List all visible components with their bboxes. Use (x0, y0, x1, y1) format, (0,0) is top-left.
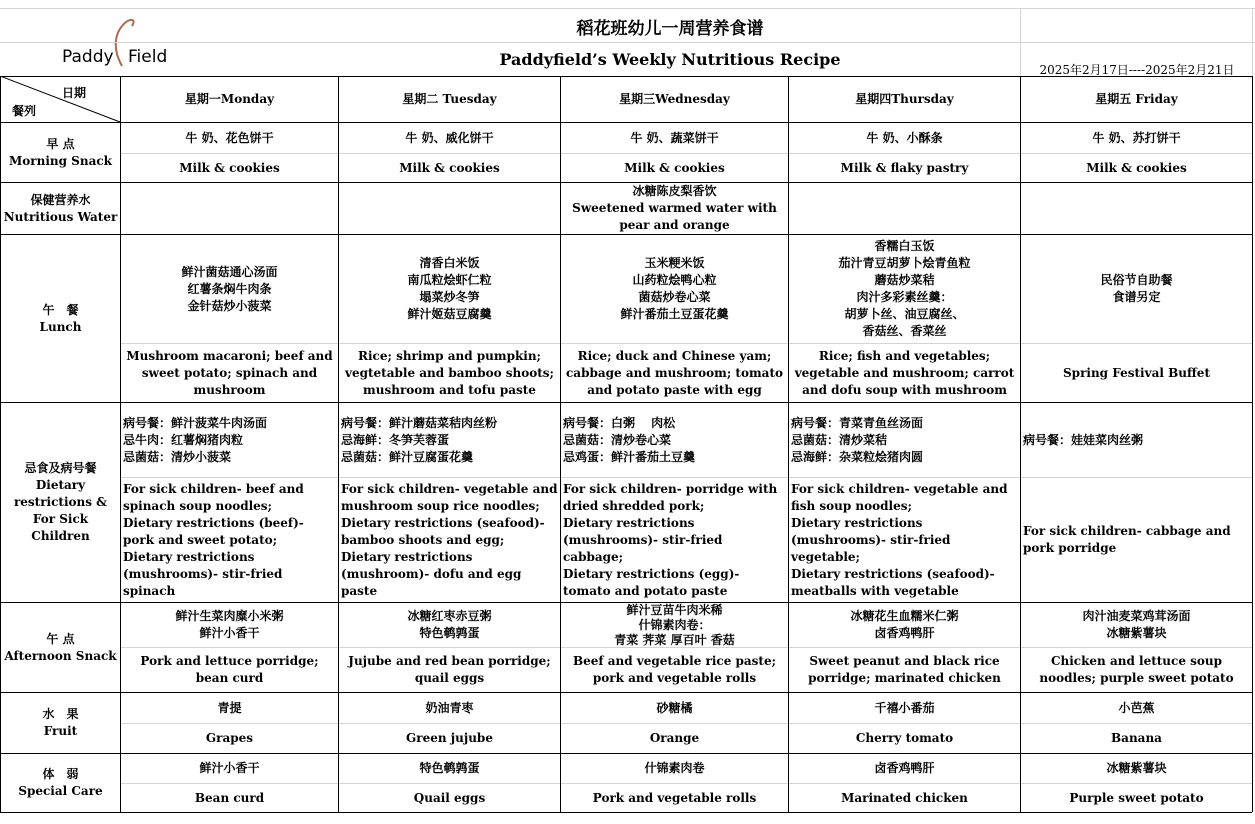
special-en-tue: Quail eggs (413, 790, 486, 805)
row-label-dietary: 忌食及病号餐 Dietary restrictions & For Sick Children (13, 461, 108, 543)
day-header-thursday: 星期四Thursday (855, 92, 954, 106)
afternoon-cn-fri: 肉汁油麦菜鸡茸汤面 冰糖紫薯块 (1082, 609, 1191, 640)
title-english: Paddyfield’s Weekly Nutritious Recipe (499, 50, 841, 69)
afternoon-en-thu: Sweet peanut and black rice porridge; marinated chicken (808, 654, 1001, 685)
afternoon-cn-wed: 鲜汁豆苗牛肉米稀 什锦素肉卷： 青菜 荠菜 厚百叶 香菇 (614, 602, 735, 647)
lunch-cn-tue: 清香白米饭 南瓜粒烩虾仁粒 塌菜炒冬笋 鲜汁姬菇豆腐羹 (407, 256, 492, 321)
date-range: 2025年2月17日----2025年2月21日 (1039, 63, 1235, 77)
afternoon-en-mon: Pork and lettuce porridge; bean curd (140, 654, 319, 685)
fruit-cn-fri: 小芭蕉 (1118, 700, 1155, 715)
lunch-en-tue: Rice; shrimp and pumpkin; vegtetable and bamboo shoots; mushroom and tofu paste (345, 348, 554, 397)
water-tue (339, 183, 560, 234)
diet-cn-wed: 病号餐：白粥 肉松 忌菌菇：清炒卷心菜 忌鸡蛋：鲜汁番茄土豆羹 (563, 415, 696, 464)
special-cn-tue: 特色鹌鹑蛋 (419, 761, 480, 775)
lunch-cn-thu: 香糯白玉饭 茄汁青豆胡萝卜烩青鱼粒 蘑菇炒菜秸 肉汁多彩素丝羹： 胡萝卜丝、油豆腐丝、 香菇丝、香菜丝 (838, 239, 971, 338)
special-cn-mon: 鲜汁小香干 (199, 761, 260, 775)
paddyfield-logo-mark (62, 16, 192, 72)
diet-en-tue: For sick children- vegetable and mushroom soup rice noodles; Dietary restrictions (seafood)- bamboo shoots and egg; Dietary restrictions (mushroom)- dofu and egg paste (341, 481, 558, 598)
morning-en-thu: Milk & flaky pastry (840, 160, 969, 175)
water-mon (121, 183, 338, 234)
diet-cn-fri: 病号餐：娃娃菜肉丝粥 (1023, 432, 1144, 447)
title-chinese: 稻花班幼儿一周营养食谱 (576, 19, 764, 39)
lunch-en-mon: Mushroom macaroni; beef and sweet potato; spinach and mushroom (126, 348, 333, 397)
row-label-afternoon-snack: 午 点 Afternoon Snack (4, 631, 117, 663)
afternoon-cn-thu: 冰糖花生血糯米仁粥 卤香鸡鸭肝 (850, 609, 959, 640)
morning-en-tue: Milk & cookies (399, 160, 500, 175)
afternoon-en-wed: Beef and vegetable rice paste; pork and vegetable rolls (572, 654, 777, 685)
special-en-fri: Purple sweet potato (1069, 790, 1204, 805)
day-header-friday: 星期五 Friday (1095, 92, 1178, 106)
day-header-wednesday: 星期三Wednesday (619, 92, 730, 106)
morning-en-wed: Milk & cookies (624, 160, 725, 175)
corner-date-label: 日期 (62, 86, 87, 100)
lunch-cn-fri: 民俗节自助餐 食谱另定 (1100, 273, 1173, 304)
special-en-mon: Bean curd (194, 790, 265, 805)
fruit-cn-tue: 奶油青枣 (425, 700, 474, 715)
day-header-tuesday: 星期二 Tuesday (402, 92, 497, 106)
morning-cn-fri: 牛 奶、苏打饼干 (1092, 130, 1181, 145)
fruit-cn-wed: 砂糖橘 (656, 700, 693, 715)
afternoon-cn-tue: 冰糖红枣赤豆粥 特色鹌鹑蛋 (407, 609, 492, 640)
row-label-morning-snack: 早 点 Morning Snack (9, 136, 112, 168)
corner-meal-label: 餐列 (12, 104, 37, 118)
water-fri (1021, 183, 1252, 234)
diet-en-thu: For sick children- vegetable and fish soup noodles; Dietary restrictions (mushrooms)- stir-fried vegetable; Dietary restrictions (seafood)- meatballs with vegetable (791, 481, 1008, 598)
water-wed: 冰糖陈皮梨香饮 Sweetened warmed water with pear and orange (572, 184, 777, 232)
afternoon-en-tue: Jujube and red bean porridge; quail eggs (348, 654, 551, 685)
diet-en-wed: For sick children- porridge with dried shredded pork; Dietary restrictions (mushrooms)- stir-fried cabbage; Dietary restrictions (egg)- tomato and potato paste (563, 481, 778, 598)
morning-cn-tue: 牛 奶、威化饼干 (405, 130, 494, 145)
lunch-cn-wed: 玉米粳米饭 山药粒烩鸭心粒 菌菇炒卷心菜 鲜汁番茄土豆蛋花羹 (620, 256, 729, 321)
special-cn-wed: 什锦素肉卷 (644, 761, 705, 775)
diet-en-fri: For sick children- cabbage and pork porridge (1023, 524, 1231, 555)
fruit-cn-thu: 千禧小番茄 (874, 700, 935, 715)
water-thu (789, 183, 1020, 234)
paddyfield-logo (62, 16, 192, 72)
morning-en-mon: Milk & cookies (179, 160, 280, 175)
svg-text:Paddy: Paddy (62, 47, 114, 67)
fruit-en-mon: Grapes (205, 731, 254, 745)
afternoon-cn-mon: 鲜汁生菜肉糜小米粥 鲜汁小香干 (175, 609, 284, 640)
diet-cn-thu: 病号餐：青菜青鱼丝汤面 忌菌菇：清炒菜秸 忌海鲜：杂菜粒烩猪肉圆 (791, 415, 924, 464)
svg-text:Field: Field (128, 47, 168, 67)
row-label-lunch: 午 餐 Lunch (39, 302, 82, 334)
special-cn-thu: 卤香鸡鸭肝 (874, 761, 935, 775)
lunch-en-wed: Rice; duck and Chinese yam; cabbage and mushroom; tomato and potato paste with egg (565, 348, 783, 397)
morning-en-fri: Milk & cookies (1086, 160, 1187, 175)
row-label-special-care: 体 弱 Special Care (18, 767, 103, 798)
lunch-cn-mon: 鲜汁菌菇通心汤面 红薯条焖牛肉条 金针菇炒小菠菜 (181, 264, 278, 313)
special-en-wed: Pork and vegetable rolls (592, 790, 757, 805)
special-cn-fri: 冰糖紫薯块 (1106, 761, 1167, 775)
fruit-en-wed: Orange (649, 731, 700, 745)
row-label-nutritious-water: 保健营养水 Nutritious Water (3, 192, 118, 224)
morning-cn-wed: 牛 奶、蔬菜饼干 (630, 130, 719, 145)
morning-cn-thu: 牛 奶、小酥条 (866, 130, 943, 145)
fruit-en-tue: Green jujube (406, 731, 493, 745)
lunch-en-thu: Rice; fish and vegetables; vegetable and mushroom; carrot and dofu soup with mushroom (794, 348, 1015, 397)
row-label-fruit: 水 果 Fruit (42, 707, 79, 738)
diet-en-mon: For sick children- beef and spinach soup noodles; Dietary restrictions (beef)- pork and sweet potato; Dietary restrictions (mushrooms)- stir-fried spinach (123, 481, 304, 598)
diet-cn-mon: 病号餐：鲜汁菠菜牛肉汤面 忌牛肉：红薯焖猪肉粒 忌菌菇：清炒小菠菜 (123, 415, 268, 464)
fruit-en-fri: Banana (1111, 731, 1162, 745)
morning-cn-mon: 牛 奶、花色饼干 (185, 130, 274, 145)
fruit-cn-mon: 青提 (217, 700, 242, 715)
day-header-monday: 星期一Monday (184, 92, 275, 106)
afternoon-en-fri: Chicken and lettuce soup noodles; purple sweet potato (1039, 654, 1234, 685)
special-en-thu: Marinated chicken (841, 790, 968, 805)
lunch-en-fri: Spring Festival Buffet (1063, 365, 1210, 380)
fruit-en-thu: Cherry tomato (855, 731, 954, 745)
diet-cn-tue: 病号餐：鲜汁蘑菇菜秸肉丝粉 忌海鲜：冬笋芙蓉蛋 忌菌菇：鲜汁豆腐蛋花羹 (341, 415, 498, 464)
